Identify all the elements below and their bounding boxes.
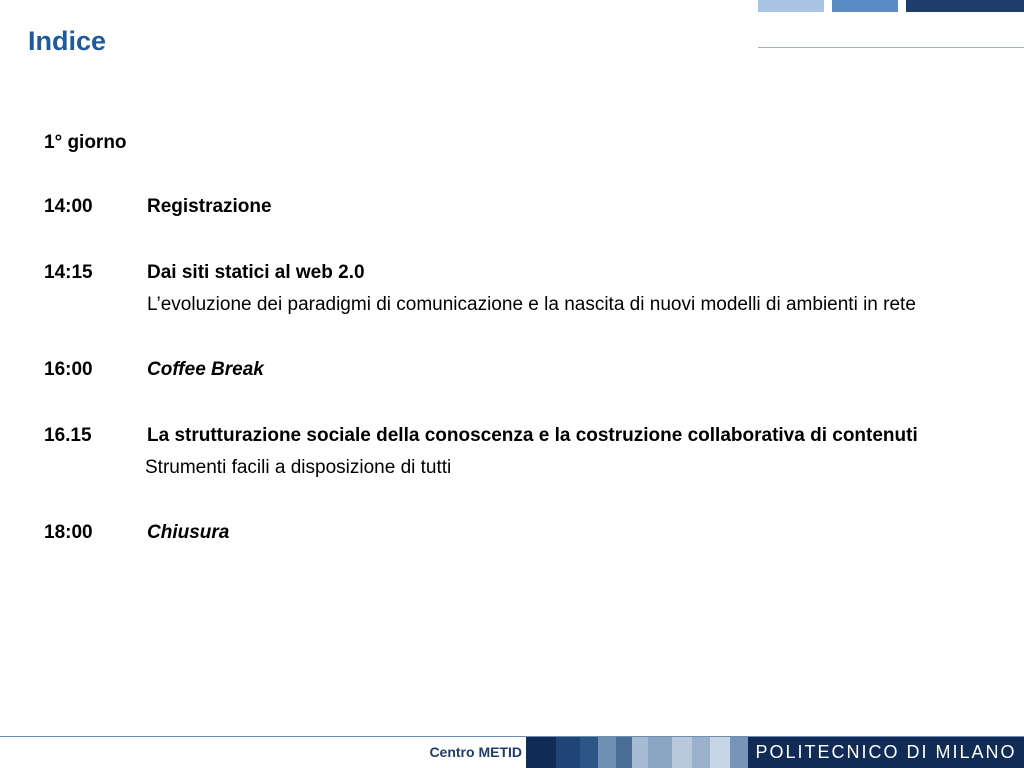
footer-stripe: [672, 737, 692, 768]
top-accent-bar-light: [758, 0, 824, 12]
agenda: [44, 132, 1004, 586]
agenda-entry: [44, 423, 1004, 480]
footer-stripe: [556, 737, 580, 768]
entry-time: 18:00: [44, 522, 93, 543]
entry-time: 16:00: [44, 359, 93, 380]
footer-stripe: [730, 737, 748, 768]
entry-time: 16.15: [44, 425, 92, 446]
footer-stripe: [526, 737, 556, 768]
footer-stripe: [616, 737, 632, 768]
slide-title: Indice: [28, 26, 107, 56]
footer-stripe: [598, 737, 616, 768]
footer-stripe: [710, 737, 730, 768]
agenda-entry: [44, 260, 1004, 317]
entry-title: Registrazione: [147, 196, 272, 217]
entry-description: Strumenti facili a disposizione di tutti: [145, 457, 452, 478]
footer-stripe: [648, 737, 672, 768]
header-rule: [758, 47, 1024, 48]
top-accent-bar-mid: [832, 0, 898, 12]
day-heading: 1° giorno: [44, 132, 127, 153]
entry-title: Chiusura: [147, 522, 230, 543]
entry-title: Coffee Break: [147, 359, 264, 380]
politecnico-logo-text: POLITECNICO DI MILANO: [748, 737, 1024, 768]
footer-stripe: [632, 737, 648, 768]
agenda-entry: [44, 357, 1004, 383]
footer-stripe: [692, 737, 710, 768]
agenda-entry: [44, 194, 1004, 220]
footer-stripe: [580, 737, 598, 768]
entry-title: La strutturazione sociale della conoscenza e la costruzione collaborativa di contenuti: [147, 425, 918, 446]
footer-center-label: Centro METID: [429, 744, 522, 760]
top-accent-bar-dark: [906, 0, 1024, 12]
entry-title: Dai siti statici al web 2.0: [147, 262, 365, 283]
entry-time: 14:15: [44, 262, 93, 283]
entry-time: 14:00: [44, 196, 93, 217]
entry-description: L’evoluzione dei paradigmi di comunicazione e la nascita di nuovi modelli di ambienti in rete: [147, 294, 916, 315]
agenda-entry: [44, 520, 1004, 546]
